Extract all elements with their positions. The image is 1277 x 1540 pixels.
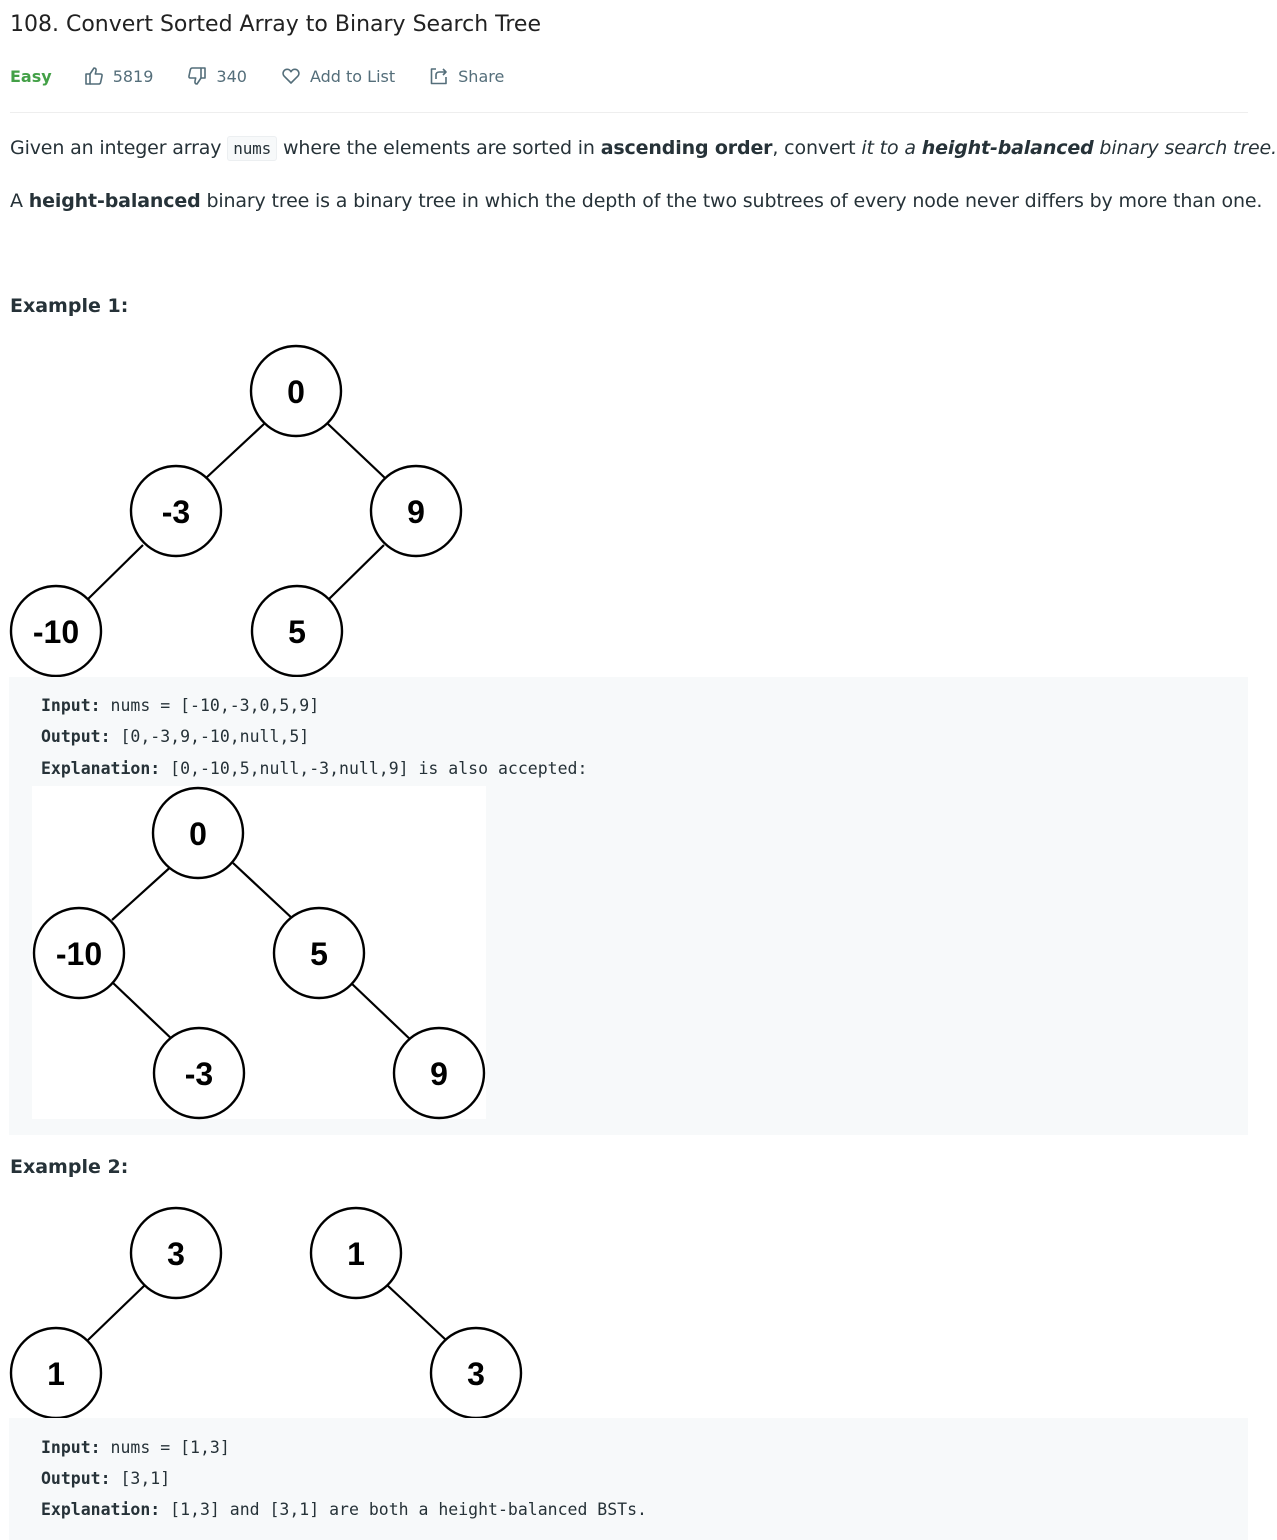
tree-node [154, 1028, 244, 1118]
tree-node [131, 1208, 221, 1298]
output-label: Output: [41, 1469, 111, 1488]
example-1-output-line [41, 727, 309, 746]
output-value: [3,1] [110, 1469, 171, 1488]
example-1-explanation-line [41, 759, 587, 778]
node-label: 1 [347, 1236, 365, 1272]
tree-node [11, 586, 101, 676]
node-label: 1 [47, 1356, 65, 1392]
tree-node [11, 1328, 101, 1418]
share-icon [429, 66, 449, 86]
node-label: 5 [288, 614, 306, 650]
inline-code-nums: nums [227, 136, 277, 161]
header-divider [10, 112, 1248, 113]
explanation-value: [1,3] and [3,1] are both a height-balanced BSTs. [160, 1500, 647, 1519]
node-label: 3 [467, 1356, 485, 1392]
text-fragment: , convert [772, 137, 862, 159]
node-label: 5 [310, 936, 328, 972]
description-paragraph-2 [10, 190, 1262, 212]
input-label: Input: [41, 696, 101, 715]
output-label: Output: [41, 727, 111, 746]
example-1-input-line [41, 696, 319, 715]
bold-height-balanced: height-balanced [28, 190, 201, 212]
example-1-code-block [9, 677, 1248, 1135]
description-paragraph-1 [10, 137, 1277, 159]
dislike-count: 340 [216, 66, 247, 86]
tree-node [311, 1208, 401, 1298]
input-label: Input: [41, 1438, 101, 1457]
text-fragment: where the elements are sorted in [277, 137, 601, 159]
problem-title: 108. Convert Sorted Array to Binary Search Tree [10, 12, 541, 37]
text-fragment: binary tree is a binary tree in which the depth of the two subtrees of every node never differs by more than one. [200, 190, 1263, 212]
bold-italic-height-balanced: height-balanced [921, 137, 1094, 159]
tree-node [34, 908, 124, 998]
text-fragment: A [10, 190, 29, 212]
tree-node [251, 346, 341, 436]
example-2-explanation-line [41, 1500, 647, 1519]
like-button[interactable] [84, 66, 154, 86]
node-label: 0 [287, 374, 305, 410]
tree-node [252, 586, 342, 676]
tree-node [131, 466, 221, 556]
thumbs-down-icon [187, 66, 207, 86]
input-value: nums = [1,3] [100, 1438, 230, 1457]
italic-fragment: binary search tree. [1093, 137, 1277, 159]
example-2-heading: Example 2: [10, 1156, 129, 1178]
heart-icon [281, 66, 301, 86]
like-count: 5819 [112, 66, 154, 86]
example-1-tree-diagram [0, 340, 470, 680]
add-to-list-button[interactable] [281, 66, 395, 86]
difficulty-badge: Easy [10, 66, 52, 86]
tree-node [394, 1028, 484, 1118]
example-2-code-block [9, 1418, 1248, 1540]
example-2-tree-diagram [0, 1200, 530, 1422]
node-label: 3 [167, 1236, 185, 1272]
tree-node [153, 788, 243, 878]
node-label: -3 [161, 494, 191, 530]
example-2-input-line [41, 1438, 230, 1457]
tree-node [431, 1328, 521, 1418]
share-label: Share [458, 66, 505, 86]
example-1-alt-tree-diagram [32, 786, 486, 1119]
tree-node [371, 466, 461, 556]
node-label: 9 [430, 1056, 448, 1092]
output-value: [0,-3,9,-10,null,5] [110, 727, 310, 746]
bold-ascending-order: ascending order [600, 137, 773, 159]
dislike-button[interactable] [187, 66, 247, 86]
text-fragment: Given an integer array [10, 137, 228, 159]
thumbs-up-icon [84, 66, 104, 86]
example-1-heading: Example 1: [10, 295, 129, 317]
italic-fragment: it to a [861, 137, 922, 159]
input-value: nums = [-10,-3,0,5,9] [100, 696, 320, 715]
explanation-label: Explanation: [41, 1500, 161, 1519]
tree-node [274, 908, 364, 998]
explanation-label: Explanation: [41, 759, 161, 778]
example-2-output-line [41, 1469, 170, 1488]
node-label: -10 [55, 936, 103, 972]
add-to-list-label: Add to List [309, 66, 396, 86]
node-label: 0 [189, 816, 207, 852]
node-label: 9 [407, 494, 425, 530]
problem-meta-bar [10, 62, 538, 90]
node-label: -3 [184, 1056, 214, 1092]
explanation-value: [0,-10,5,null,-3,null,9] is also accepted: [160, 759, 588, 778]
node-label: -10 [32, 614, 80, 650]
share-button[interactable] [429, 66, 504, 86]
